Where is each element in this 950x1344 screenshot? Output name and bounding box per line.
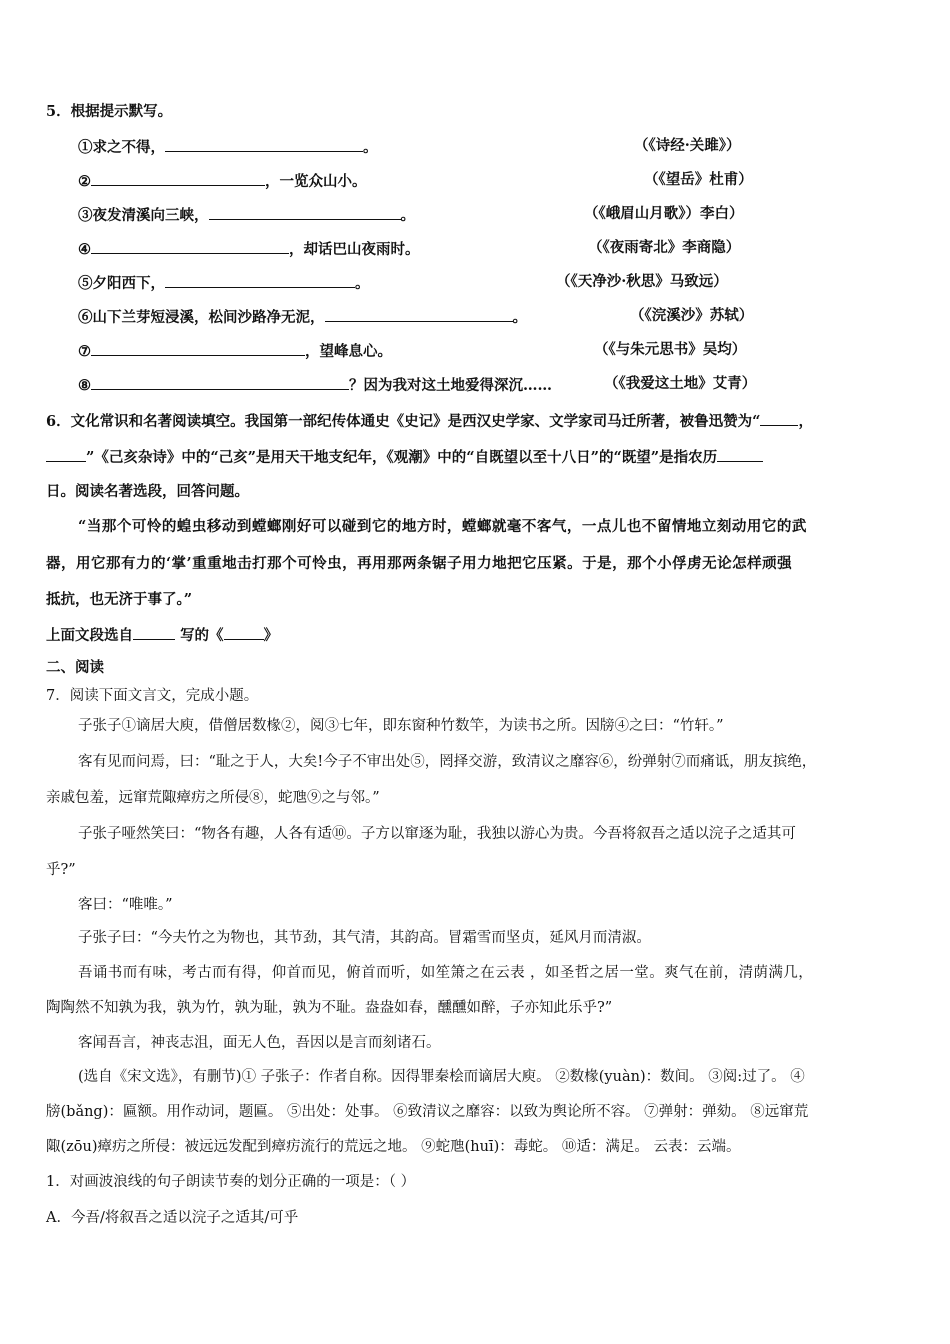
fill-blank[interactable] (209, 204, 401, 220)
item-post: ？因为我对这土地爱得深沉…… (349, 377, 552, 394)
item-post: 。 (363, 139, 378, 156)
item-pre: 夜发清溪向三峡， (92, 207, 209, 224)
passage-paragraph: 客闻吾言，神丧志沮，面无人色，吾因以是言而刻诸石。 (78, 1035, 441, 1051)
fill-blank[interactable] (165, 136, 363, 152)
excerpt-quote-line: 抵抗，也无济于事了。” (46, 591, 193, 608)
passage-paragraph-cont: 亲戚包羞，远窜荒陬瘴疠之所侵⑧，蛇虺⑨之与邻。” (46, 790, 380, 806)
item-source: （《诗经·关雎》） (634, 137, 741, 154)
item-number: ⑤ (78, 275, 93, 292)
passage-paragraph: 客曰：“唯唯。” (78, 897, 173, 913)
item-number: ② (78, 173, 91, 190)
fill-blank[interactable] (760, 410, 798, 426)
item-number: ⑥ (78, 309, 93, 326)
passage-paragraph: 子张子哑然笑曰：“物各有趣，人各有适⑩。子方以窜逐为耻，我独以游心为贵。今吾将叙吾之适以浣子之适其可 (78, 826, 796, 842)
fill-blank[interactable] (717, 446, 763, 462)
item-pre: 夕阳西下， (92, 275, 165, 292)
item-post: 。 (400, 207, 415, 224)
item-source: （《浣溪沙》苏轼） (630, 307, 754, 324)
excerpt-quote-line: 器，用它那有力的‘掌’重重地击打那个可怜虫，再用那两条锯子用力地把它压紧。于是，那个小俘虏无论怎样顽强 (46, 555, 793, 572)
item-number: ④ (78, 241, 91, 258)
fill-blank[interactable] (165, 272, 355, 288)
q7-heading: 7．阅读下面文言文，完成小题。 (46, 688, 259, 704)
item-post: ，却话巴山夜雨时。 (289, 241, 420, 258)
fill-blank[interactable] (91, 238, 289, 254)
item-source: （《与朱元思书》吴均） (594, 341, 747, 358)
q5-heading: 5．根据提示默写。 (46, 103, 173, 120)
item-post: ，望峰息心。 (305, 343, 392, 360)
fill-blank[interactable] (325, 306, 513, 322)
item-pre: 山下兰芽短浸溪，松间沙路净无泥， (92, 309, 325, 326)
item-number: ⑧ (78, 377, 91, 394)
passage-paragraph: 子张子①谪居大庾，借僧居数椽②，阅③七年，即东窗种竹数竿，为读书之所。因牓④之曰：“竹轩。” (78, 718, 724, 734)
item-source: （《我爱这土地》艾青） (604, 375, 757, 392)
item-post: ，一览众山小。 (265, 173, 367, 190)
passage-paragraph: 子张子曰：“今夫竹之为物也，其节劲，其气清，其韵高。冒霜雪而坚贞，延风月而清淑。 (78, 930, 651, 946)
annotation-note: 牓(bǎng)：匾额。用作动词，题匾。 ⑤出处：处事。 ⑥致清议之靡容：以致为舆论所不容。 ⑦弹射：弹劾。 ⑧远窜荒 (46, 1104, 809, 1120)
fill-blank[interactable] (133, 624, 175, 640)
passage-paragraph-cont: 乎?” (46, 862, 76, 878)
q6-line-1: 6．文化常识和名著阅读填空。我国第一部纪传体通史《史记》是西汉史学家、文学家司马迁所著，被鲁迅赞为“ ， (46, 410, 813, 432)
item-source: （《夜雨寄北》李商隐） (588, 239, 741, 256)
item-number: ⑦ (78, 343, 91, 360)
item-number: ③ (78, 207, 93, 224)
item-post: 。 (512, 309, 527, 326)
q6-answer-line: 上面文段选自 写的《 》 (46, 624, 278, 646)
fill-blank[interactable] (91, 340, 305, 356)
fill-blank[interactable] (91, 170, 265, 186)
fill-blank[interactable] (46, 446, 86, 462)
item-source: （《天净沙·秋思》马致远） (556, 273, 728, 290)
passage-paragraph: 吾诵书而有味，考古而有得，仰首而见，俯首而听，如笙箫之在云表 ，如圣哲之居一堂。爽气在前，清荫满几， (78, 965, 814, 981)
fill-blank[interactable] (224, 624, 264, 640)
passage-paragraph-cont: 陶陶然不知孰为我，孰为竹，孰为耻，孰为不耻。盎盎如春，醺醺如醉，子亦知此乐乎?” (46, 1000, 613, 1016)
item-post: 。 (355, 275, 370, 292)
fill-blank[interactable] (91, 374, 349, 390)
annotation-note: (选自《宋文选》，有删节)① 子张子：作者自称。因得罪秦桧而谪居大庾。 ②数椽(yuàn)：数间。 ③阅:过了。 ④ (78, 1069, 805, 1085)
passage-paragraph: 客有见而问焉，曰：“耻之于人，大矣!今子不审出处⑤，罔择交游，致清议之靡容⑥，纷弹射⑦而痛诋，朋友摈绝， (78, 754, 817, 770)
excerpt-quote-line: “当那个可怜的蝗虫移动到螳螂刚好可以碰到它的地方时，螳螂就毫不客气，一点儿也不留情地立刻动用它的武 (78, 518, 807, 535)
section-heading: 二、阅读 (46, 659, 104, 676)
item-source: （《峨眉山月歌》）李白） (584, 205, 744, 222)
sub-question: 1．对画波浪线的句子朗读节奏的划分正确的一项是：（ ） (46, 1174, 416, 1190)
q6-line-3: 日。阅读名著选段，回答问题。 (46, 483, 249, 500)
annotation-note: 陬(zōu)瘴疠之所侵：被远远发配到瘴疠流行的荒远之地。 ⑨蛇虺(huī)：毒蛇。 ⑩适：满足。 云表：云端。 (46, 1139, 741, 1155)
item-source: （《望岳》杜甫） (644, 171, 753, 188)
item-number: ① (78, 139, 93, 156)
item-pre: 求之不得， (92, 139, 165, 156)
option-a[interactable]: A．今吾/将叙吾之适以浣子之适其/可乎 (46, 1210, 299, 1226)
q6-line-2: ”《己亥杂诗》中的“己亥”是用天干地支纪年，《观潮》中的“自既望以至十八日”的“既望”是指农历 (46, 446, 763, 468)
